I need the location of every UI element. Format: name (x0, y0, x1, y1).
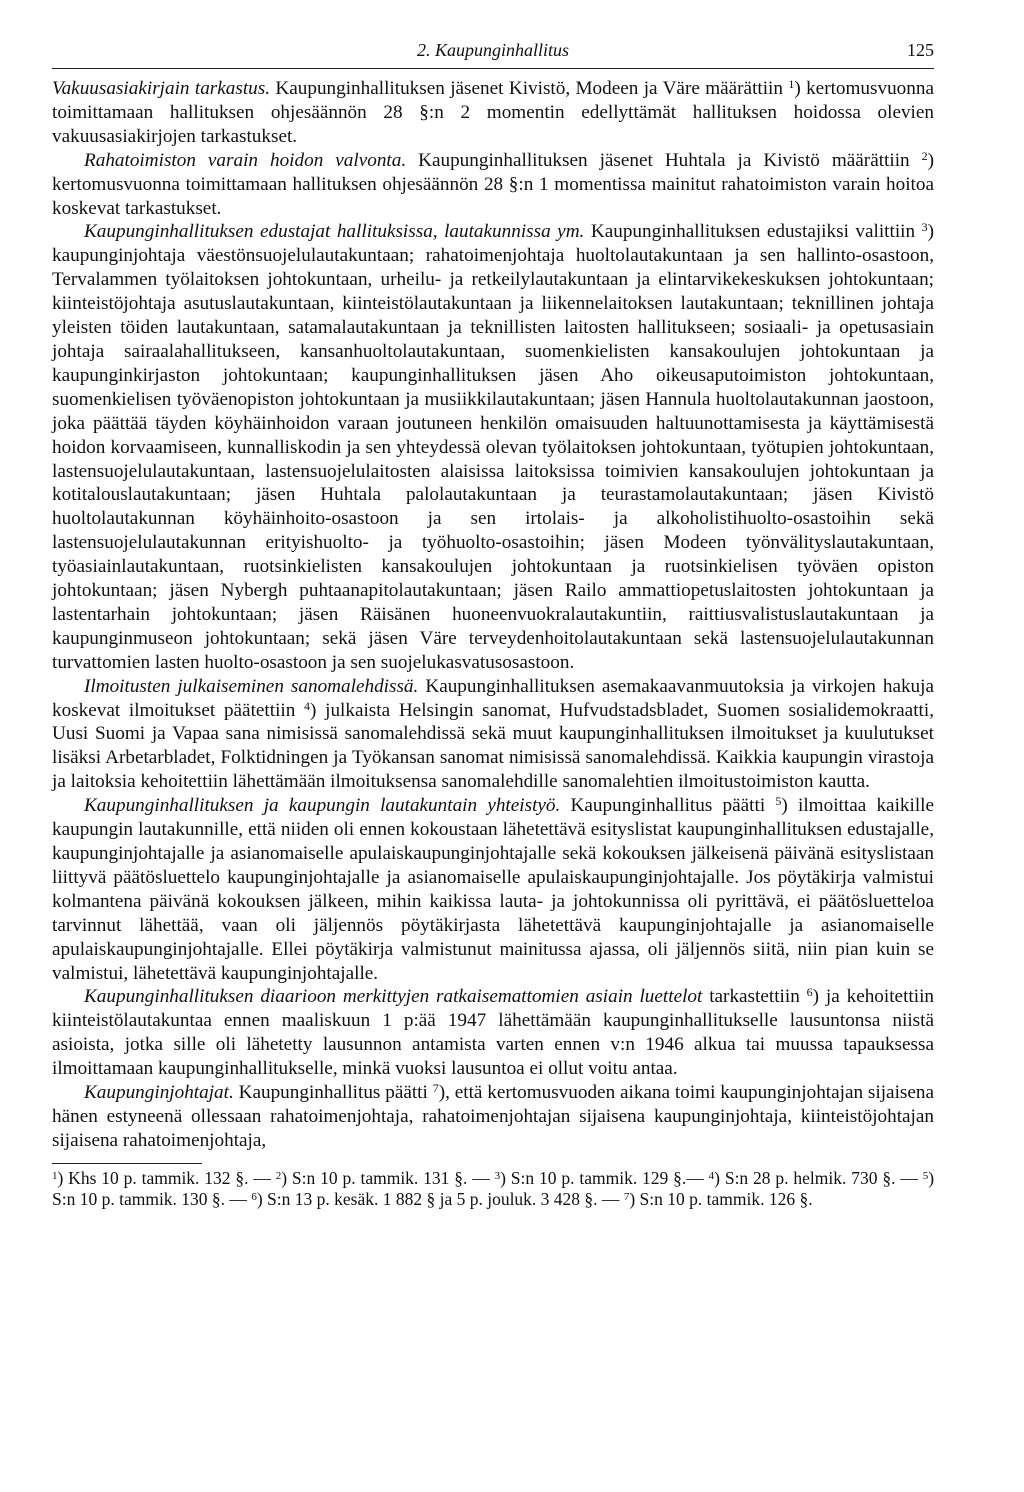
paragraph-text: ) kertomusvuonna toimittamaan hallituksen ohjesäännön 28 §:n 1 momentissa mainitut rahatoimiston varain hoitoa koskevat tarkastukset. (52, 149, 934, 219)
paragraph-heading: Ilmoitusten julkaiseminen sanomalehdissä. (84, 675, 419, 697)
paragraph-heading: Kaupunginhallituksen ja kaupungin lautakuntain yhteistyö. (84, 795, 561, 817)
footnote-rule (52, 1163, 202, 1164)
footnote-number: 4 (708, 1169, 715, 1182)
paragraph-heading: Kaupunginjohtajat. (84, 1082, 234, 1104)
paragraph-heading: Vakuusasiakirjain tarkastus. (52, 78, 271, 99)
paragraph-text: ) ja kehoitettiin kiinteistölautakuntaa ennen maaliskuun 1 p:ää 1947 lähettämään kaupunginhallitukselle lausuntonsa niistä asioista, jotka sille oli lähetetty lausunnon antamista varten ennen v:n 1946 alkua tai muussa tapauksessa ilmoittamaan kaupunginhallitukselle, minkä vuoksi lausuntoa ei ollut voitu antaa. (52, 986, 934, 1080)
page-number: 125 (907, 40, 934, 60)
footnote-ref: 2 (921, 148, 928, 163)
paragraph-text: Kaupunginhallitus päätti (233, 1082, 433, 1104)
footnote-ref: 7 (432, 1081, 439, 1096)
paragraph (52, 149, 934, 221)
header-rule (52, 68, 934, 69)
footnote-text: ) S:n 28 p. helmik. 730 §. — (714, 1167, 923, 1188)
body-text (52, 77, 934, 1153)
footnote-ref: 3 (921, 220, 928, 235)
footnote-number: 1 (52, 1169, 58, 1182)
footnote-line (52, 1168, 934, 1210)
paragraph-text: ) julkaista Helsingin sanomat, Hufvudstadsbladet, Suomen sosialidemokraatti, Uusi Suomi ja Vapaa sana nimisissä sanomalehdissä sekä muut kaupunginhallituksen ilmoitukset ja kuulutukset lisäksi Arbetarbladet, Folktidningen ja Työkansan sanomat nimisissä sanomalehdissä. Kaikkia kaupungin virastoja ja laitoksia kehoitettiin lähettämään ilmoituksensa sanomalehdille sanomalehtien ilmoitustoimiston kautta. (52, 699, 934, 793)
footnote-ref: 6 (806, 985, 813, 1000)
footnote-text: ) S:n 10 p. tammik. 131 §. — (281, 1167, 495, 1188)
footnote-number: 5 (922, 1169, 929, 1182)
footnote-number: 3 (494, 1169, 501, 1182)
footnote-number: 6 (251, 1190, 257, 1203)
paragraph-heading: Kaupunginhallituksen diaarioon merkittyjen ratkaisemattomien asiain luettelot (84, 986, 703, 1008)
paragraph-text: tarkastettiin (702, 986, 807, 1008)
paragraph (52, 985, 934, 1081)
paragraph-text: ) kertomusvuonna toimittamaan hallituksen ohjesäännön 28 §:n 2 momentin edellyttämät hallituksen hoidossa olevien vakuusasiakirjojen tarkastukset. (52, 78, 934, 147)
document-page (52, 36, 934, 1210)
footnote-text: ) Khs 10 p. tammik. 132 §. — (57, 1167, 276, 1188)
paragraph (52, 675, 934, 795)
footnote-number: 7 (623, 1190, 630, 1203)
running-title: 2. Kaupunginhallitus (416, 40, 569, 60)
paragraph (52, 220, 934, 674)
paragraph-text: ) kaupunginjohtaja väestönsuojelulautakuntaan; rahatoimenjohtaja huoltolautakuntaan ja sen hallinto-osastoon, Tervalammen työlaitoksen johtokuntaan, urheilu- ja retkeilylautakuntaan ja elintarvikekeskuksen johtokuntaan; kiinteistöjohtaja asutuslautakuntaan, kiinteistölautakuntaan ja liikennelaitoksen lautakuntaan; teknillinen johtaja yleisten töiden lautakuntaan, satamalautakuntaan ja teknillisten laitosten hallitukseen; sosiaali- ja opetusasiain johtaja sairaalahallitukseen, kansanhuoltolautakuntaan, suomenkielisten kansakoulujen johtokuntaan ja kaupunginkirjaston johtokuntaan; kaupunginhallituksen jäsen Aho oikeusaputoimiston johtokuntaan, suomenkielisen työväenopiston johtokuntaan ja musiikkilautakuntaan; jäsen Hannula huoltolautakunnan jaostoon, joka päättää täyden köyhäinhoidon varaan joutuneen henkilön omaisuuden haltuunottamisesta ja käyttämisestä hoidon korvaamiseen, kunnalliskodin ja sen yhteydessä olevan työlaitoksen johtokuntaan, työtupien johtokuntaan, lastensuojelulautakuntaan, lastensuojelulaitosten alaisissa laitoksissa toimivien kansakoulujen johtokuntaan ja kotitalouslautakuntaan; jäsen Huhtala palolautakuntaan ja teurastamolautakuntaan; jäsen Kivistö huoltolautakunnan köyhäinhoito-osastoon ja sen irtolais- ja alkoholistihuolto-osastoihin sekä lastensuojelulautakunnan erityishuolto- ja työhuolto-osastoihin; jäsen Modeen työnvälityslautakuntaan, työasiainlautakuntaan, ruotsinkielisten kansakoulujen johtokuntaan ja ruotsinkielisen työväen opiston johtokuntaan; jäsen Nybergh puhtaanapitolautakuntaan; jäsen Railo ammattiopetuslaitosten johtokuntaan ja lastentarhain johtokuntaan; jäsen Räisänen huoneenvuokralautakuntiin, raittiusvalistuslautakuntaan ja kaupunginmuseon johtokuntaan; sekä jäsen Väre terveydenhoitolautakuntaan sekä lastensuojelulautakunnan turvattomien lasten huolto-osastoon ja sen suojelukasvatusosastoon. (52, 221, 934, 673)
paragraph (52, 794, 934, 985)
paragraph-heading: Rahatoimiston varain hoidon valvonta. (84, 149, 407, 171)
page-header (52, 36, 934, 66)
footnote-text: ) S:n 10 p. tammik. 130 §. — (52, 1167, 935, 1209)
paragraph-text: Kaupunginhallituksen edustajiksi valittiin (584, 221, 922, 243)
footnote-number: 2 (275, 1169, 282, 1182)
paragraph-text: Kaupunginhallitus päätti (560, 795, 776, 817)
footnote-text: ) S:n 10 p. tammik. 129 §.— (500, 1167, 709, 1188)
paragraph-text: Kaupunginhallituksen jäsenet Kivistö, Modeen ja Väre määrättiin (270, 78, 789, 99)
footnote-ref: 1 (788, 77, 795, 91)
paragraph (52, 1081, 934, 1153)
paragraph-text: ) ilmoittaa kaikille kaupungin lautakunnille, että niiden oli ennen kokoustaan lähetettävä esityslistat kaupunginhallituksen edustajalle, kaupunginjohtajalle ja asianomaiselle apulaiskaupunginjohtajalle sekä kokouksen jälkeisenä päivänä esityslistaan liittyvä päätösluettelo kaupunginjohtajalle ja asianomaiselle apulaiskaupunginjohtajalle. Jos pöytäkirja valmistui kolmantena päivänä kokouksen jälkeen, mihin kaikissa lauta- ja johtokunnissa oli pyrittävä, ei päätösluetteloa tarvinnut lähettää, vaan oli jäljennös pöytäkirjasta lähetettävä kaupunginjohtajalle ja asianomaiselle apulaiskaupunginjohtajalle. Ellei pöytäkirja valmistunut mainitussa ajassa, oli jäljennös siitä, niin pian kuin se valmistui, lähetettävä kaupunginjohtajalle. (52, 795, 935, 984)
footnote-ref: 4 (304, 698, 311, 713)
footnote-text: ) S:n 13 p. kesäk. 1 882 § ja 5 p. jouluk. 3 428 §. — (256, 1188, 624, 1209)
paragraph-text: ), että kertomusvuoden aikana toimi kaupunginjohtajan sijaisena hänen estyneenä ollessaan rahatoimenjohtaja, rahatoimenjohtajan sijaisena kaupunginjohtaja, kiinteistöjohtajan sijaisena rahatoimenjohtaja, (52, 1082, 934, 1151)
footnotes (52, 1168, 934, 1210)
paragraph (52, 77, 934, 149)
footnote-text: ) S:n 10 p. tammik. 126 §. (629, 1188, 813, 1209)
paragraph-heading: Kaupunginhallituksen edustajat hallituksissa, lautakunnissa ym. (84, 221, 585, 243)
paragraph-text: Kaupunginhallituksen jäsenet Huhtala ja Kivistö määrättiin (406, 149, 922, 171)
paragraph-text: Kaupunginhallituksen asemakaavanmuutoksia ja virkojen hakuja koskevat ilmoitukset päätettiin (52, 675, 934, 721)
footnote-ref: 5 (775, 794, 782, 809)
